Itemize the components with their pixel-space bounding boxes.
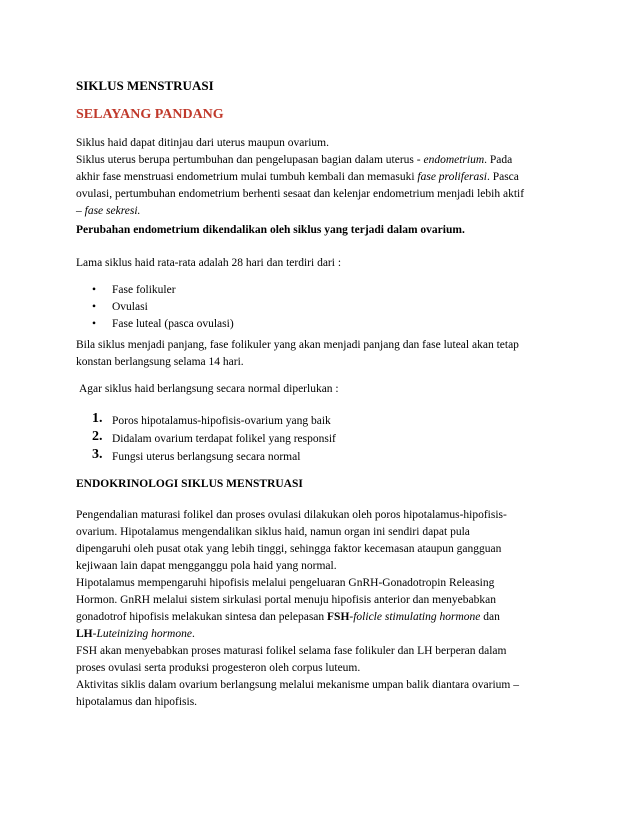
- cycle-length-block: [76, 255, 566, 272]
- text-line: hipotalamus dan hipofisis.: [76, 696, 198, 708]
- list-item: [76, 282, 566, 299]
- text-span: .: [191, 628, 195, 640]
- requirements-intro: Agar siklus haid berlangsung secara normal diperlukan :: [79, 383, 339, 395]
- list-item-label: Ovulasi: [112, 301, 148, 313]
- text-line: proses ovulasi serta produksi progesteron oleh corpus luteum.: [76, 662, 361, 674]
- text-line: [76, 626, 566, 643]
- text-line: FSH akan menyebabkan proses maturasi folikel selama fase folikuler dan LH berperan dalam: [76, 645, 507, 657]
- text-span: akhir fase menstruasi endometrium mulai tumbuh kembali dan memasuki: [76, 171, 418, 183]
- list-number: 1.: [92, 411, 103, 426]
- document-title: SIKLUS MENSTRUASI: [76, 78, 214, 93]
- italic-term: fase proliferasi: [417, 171, 487, 183]
- list-item: [76, 412, 566, 430]
- list-item: [76, 299, 566, 316]
- list-item-label: Fase folikuler: [112, 284, 176, 296]
- bullet-icon: •: [92, 301, 97, 313]
- endocrinology-paragraphs: [76, 507, 566, 711]
- list-item: [76, 448, 566, 466]
- intro-paragraph: [76, 135, 566, 220]
- bullet-icon: •: [92, 284, 97, 296]
- list-number: 3.: [92, 447, 103, 462]
- title-block: [76, 77, 566, 94]
- text-span: gonadotrof hipofisis melakukan sintesa dan pelepasan: [76, 611, 328, 623]
- long-cycle-paragraph: [76, 337, 566, 371]
- italic-term: endometrium: [423, 154, 485, 166]
- list-item: [76, 316, 566, 333]
- bold-statement-block: [76, 222, 566, 239]
- subtitle-block: [76, 106, 566, 124]
- text-line: [76, 169, 566, 186]
- text-line: Hipotalamus mempengaruhi hipofisis melalui pengeluaran GnRH-Gonadotropin Releasing: [76, 577, 495, 589]
- section-heading-endocrinology: ENDOKRINOLOGI SIKLUS MENSTRUASI: [76, 478, 303, 490]
- text-line: Bila siklus menjadi panjang, fase folikuler yang akan menjadi panjang dan fase luteal akan tetap: [76, 339, 519, 351]
- italic-term: -folicle stimulating hormone: [349, 611, 481, 623]
- list-item-label: Fase luteal (pasca ovulasi): [112, 318, 234, 330]
- text-line: ovulasi, pertumbuhan endometrium berhenti sesaat dan kelenjar endometrium menjadi lebih aktif: [76, 188, 525, 200]
- italic-term: -Luteinizing hormone: [92, 628, 192, 640]
- text-line: – fase sekresi.: [76, 205, 141, 217]
- requirements-intro-block: [79, 381, 569, 398]
- text-span: . Pasca: [486, 171, 519, 183]
- text-line: [76, 609, 566, 626]
- cycle-length-text: Lama siklus haid rata-rata adalah 28 hari dan terdiri dari :: [76, 257, 342, 269]
- text-span: . Pada: [484, 154, 513, 166]
- text-line: Hormon. GnRH melalui sistem sirkulasi portal menuju hipofisis anterior dan menyebabkan: [76, 594, 496, 606]
- requirements-list: [76, 412, 566, 466]
- bold-term: LH: [76, 628, 93, 640]
- text-line: [76, 152, 566, 169]
- list-item-label: Poros hipotalamus-hipofisis-ovarium yang baik: [112, 415, 331, 427]
- section2-title-block: [76, 476, 566, 493]
- text-span: dan: [480, 611, 500, 623]
- list-item-label: Didalam ovarium terdapat folikel yang responsif: [112, 433, 336, 445]
- bold-statement: Perubahan endometrium dikendalikan oleh siklus yang terjadi dalam ovarium.: [76, 224, 465, 236]
- text-line: Siklus haid dapat ditinjau dari uterus maupun ovarium.: [76, 137, 329, 149]
- text-line: ovarium. Hipotalamus mengendalikan siklus haid, namun organ ini sendiri dapat pula: [76, 526, 470, 538]
- text-line: konstan berlangsung selama 14 hari.: [76, 356, 244, 368]
- list-number: 2.: [92, 429, 103, 444]
- text-line: Aktivitas siklis dalam ovarium berlangsung melalui mekanisme umpan balik diantara ovarium –: [76, 679, 519, 691]
- text-line: dipengaruhi oleh pusat otak yang lebih tinggi, sehingga faktor kecemasan ataupun gangguan: [76, 543, 502, 555]
- list-item-label: Fungsi uterus berlangsung secara normal: [112, 451, 301, 463]
- phase-list: [76, 282, 566, 333]
- section-heading-overview: SELAYANG PANDANG: [76, 107, 224, 122]
- text-span: Siklus uterus berupa pertumbuhan dan pengelupasan bagian dalam uterus -: [76, 154, 424, 166]
- bold-term: FSH: [327, 611, 350, 623]
- text-line: Pengendalian maturasi folikel dan proses ovulasi dilakukan oleh poros hipotalamus-hipofisis-: [76, 509, 507, 521]
- list-item: [76, 430, 566, 448]
- text-line: kejiwaan lain dapat mengganggu pola haid yang normal.: [76, 560, 337, 572]
- bullet-icon: •: [92, 318, 97, 330]
